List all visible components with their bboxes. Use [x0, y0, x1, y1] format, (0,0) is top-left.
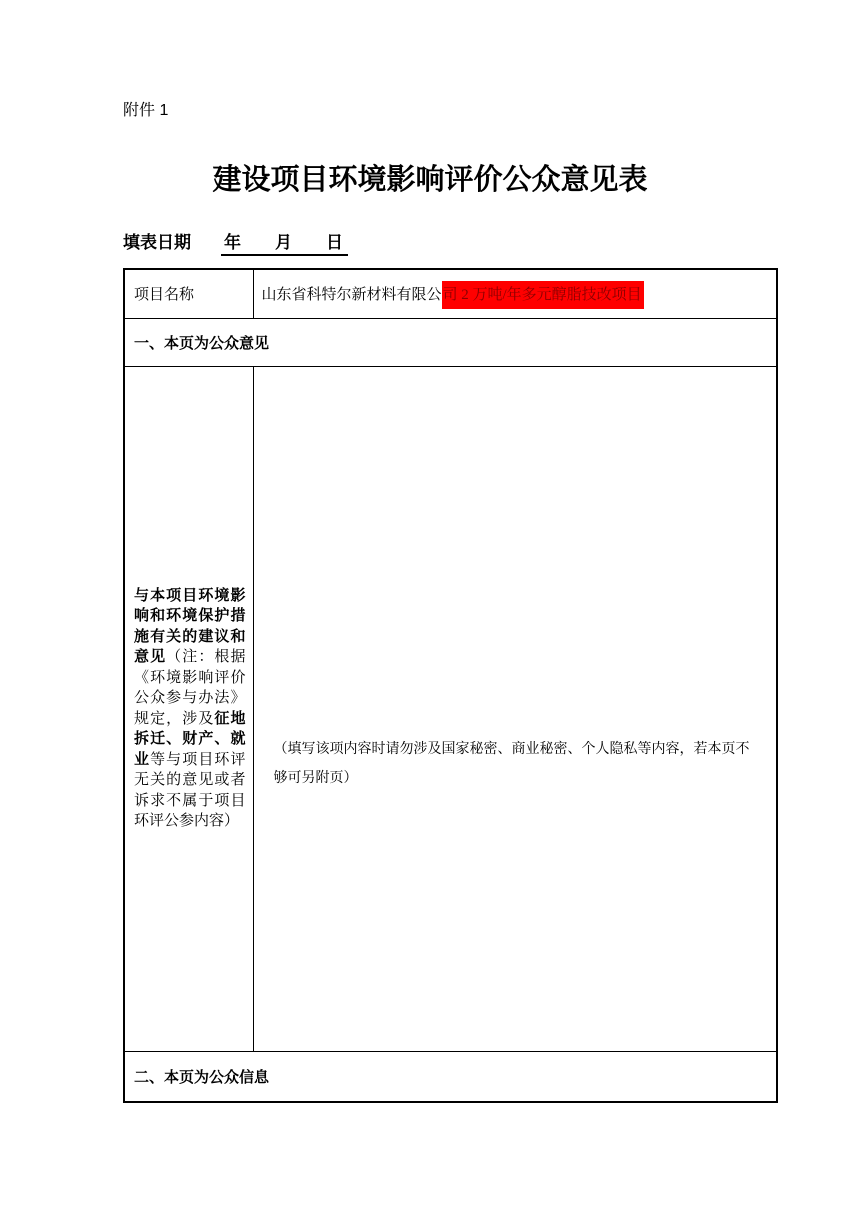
text-segment: 征地拆迁、财产、就业 [134, 710, 246, 768]
section1-header-row [124, 318, 777, 366]
project-name-row [124, 269, 777, 318]
project-name-value [253, 269, 777, 318]
text-segment: 山东省科特尔新材料有限公 [261, 287, 442, 304]
opinion-topic-label [124, 366, 253, 1051]
section2-header-row [124, 1051, 777, 1102]
section2-header: 二、本页为公众信息 [124, 1051, 777, 1102]
opinion-form-table [123, 268, 778, 1103]
opinion-row [124, 366, 777, 1051]
page-title: 建设项目环境影响评价公众意见表 [212, 164, 648, 196]
attachment-label: 附件 1 [123, 102, 169, 119]
opinion-placeholder-note: （填写该项内容时请勿涉及国家秘密、商业秘密、个人隐私等内容，若本页不够可另附页） [273, 741, 750, 786]
text-segment: 等与项目环评无关的意见或者诉求不属于项目环评公参内容） [134, 751, 246, 829]
date-blank-underline: 年 月 日 [221, 228, 348, 256]
text-segment: 与本项目环境影响和环境保护措施有关的建议和意见 [134, 587, 246, 665]
text-segment: （注：根据《环境影响评价公众参与办法》规定，涉及 [134, 649, 246, 727]
highlighted-text-segment: 司 2 万吨/年多元醇脂技改项目 [442, 281, 644, 309]
date-label: 填表日期 [123, 233, 191, 252]
section1-header: 一、本页为公众意见 [124, 318, 777, 366]
project-name-label: 项目名称 [124, 269, 253, 318]
opinion-content-area [253, 366, 777, 1051]
date-line [123, 228, 348, 256]
